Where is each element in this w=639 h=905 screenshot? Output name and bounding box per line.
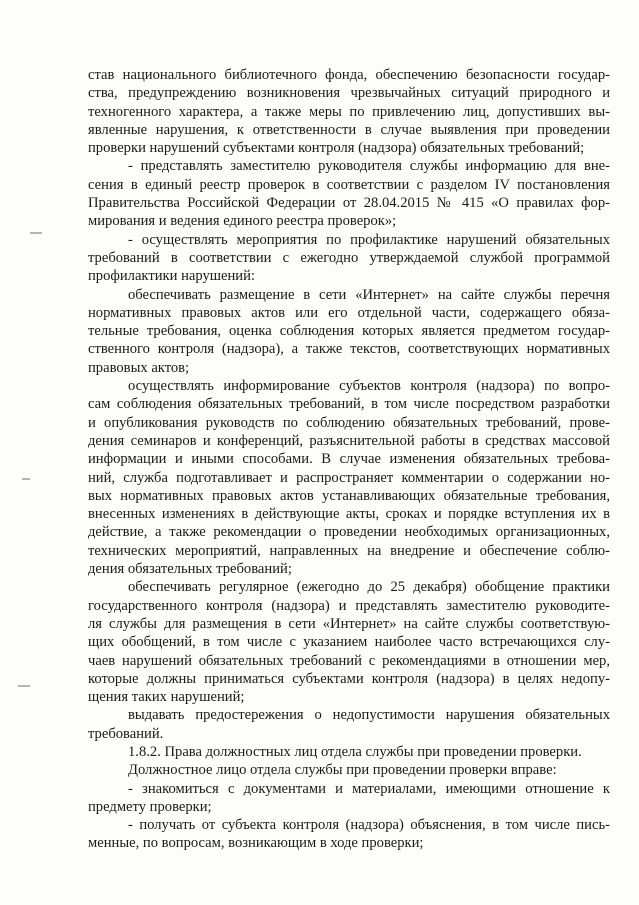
text-line: вых нормативных правовых актов устанавливающих обязательные требования, <box>88 487 610 504</box>
paragraph <box>88 66 610 157</box>
paragraph <box>88 780 610 817</box>
text-line: явленные нарушения, к ответственности в случае выявления при проведении <box>88 121 610 138</box>
text-line: - знакомиться с документами и материалами, имеющими отношение к <box>128 780 610 797</box>
text-line: ственного контроля (надзора), а также текстов, соответствующих нормативных <box>88 341 610 358</box>
text-line: Должностное лицо отдела службы при проведении проверки вправе: <box>128 762 557 779</box>
text-line: действие, а также рекомендации о проведении необходимых организационных, <box>88 524 610 541</box>
text-line: ний, служба подготавливает и распространяет комментарии о содержании но- <box>88 469 610 486</box>
paragraph <box>88 286 610 377</box>
text-line: 1.8.2. Права должностных лиц отдела службы при проведении проверки. <box>128 743 582 760</box>
text-line: сения в единый реестр проверок в соответствии с разделом IV постановления <box>88 176 610 193</box>
text-line: выдавать предостережения о недопустимости нарушения обязательных <box>128 707 610 724</box>
text-line: правовых актов; <box>88 359 190 376</box>
text-line: - представлять заместителю руководителя службы информацию для вне- <box>128 158 610 175</box>
text-line: внесенных изменениях в действующие акты, сроках и порядке вступления их в <box>88 506 610 523</box>
scan-mark <box>22 478 30 480</box>
paragraph <box>88 761 610 779</box>
text-line: менные, по вопросам, возникающим в ходе проверки; <box>88 835 424 852</box>
text-line: - получать от субъекта контроля (надзора) объяснения, в том числе пись- <box>128 817 610 834</box>
paragraph <box>88 816 610 853</box>
text-line: ля службы для размещения в сети «Интернет» на сайте службы соответствую- <box>88 615 610 632</box>
text-line: став национального библиотечного фонда, обеспечению безопасности государ- <box>88 67 610 83</box>
text-line: государственного контроля (надзора) и представлять заместителю руководите- <box>88 597 610 614</box>
text-line: проверки нарушений субъектами контроля (надзора) обязательных требований; <box>88 140 585 157</box>
paragraph <box>88 743 610 761</box>
text-line: которые должны приниматься субъектами контроля (надзора) в целях недопу- <box>88 670 610 687</box>
text-line: дения обязательных требований; <box>88 561 292 578</box>
paragraph <box>88 706 610 743</box>
text-line: дения семинаров и конференций, разъяснительной работы в средствах массовой <box>88 432 610 449</box>
text-line: осуществлять информирование субъектов контроля (надзора) по вопро- <box>128 378 610 395</box>
text-line: ства, предупреждению возникновения чрезвычайных ситуаций природного и <box>88 85 610 102</box>
text-line: требований в соответствии с ежегодно утверждаемой службой программой <box>88 249 610 266</box>
text-line: технических мероприятий, направленных на внедрение и обеспечение соблю- <box>88 542 610 559</box>
paragraph <box>88 231 610 286</box>
text-line: техногенного характера, а также меры по привлечению лиц, допустивших вы- <box>88 103 610 120</box>
text-line: профилактики нарушений: <box>88 268 255 285</box>
paragraph <box>88 578 610 706</box>
text-line: обеспечивать регулярное (ежегодно до 25 декабря) обобщение практики <box>128 579 610 596</box>
paragraph <box>88 377 610 578</box>
text-line: тельные требования, оценка соблюдения которых является предметом государ- <box>88 323 610 340</box>
text-line: Правительства Российской Федерации от 28.04.2015 № 415 «О правилах фор- <box>88 195 610 212</box>
text-line: щения таких нарушений; <box>88 689 245 706</box>
text-line: чаев нарушений обязательных требований с рекомендациями в отношении мер, <box>88 652 610 669</box>
text-line: информации и иными способами. В случае изменения обязательных требова- <box>88 451 610 468</box>
text-line: требований. <box>88 725 164 742</box>
text-line: - осуществлять мероприятия по профилактике нарушений обязательных <box>128 231 610 248</box>
scan-mark <box>18 685 30 687</box>
paragraph <box>88 157 610 230</box>
text-line: и опубликования руководств по соблюдению обязательных требований, прове- <box>88 414 610 431</box>
text-line: мирования и ведения единого реестра проверок»; <box>88 213 397 230</box>
document-body <box>88 66 610 853</box>
text-line: нормативных правовых актов или его отдельной части, содержащего обяза- <box>88 304 610 321</box>
text-line: щих обобщений, в том числе с указанием наиболее часто встречающихся слу- <box>88 634 610 651</box>
text-line: обеспечивать размещение в сети «Интернет» на сайте службы перечня <box>128 286 610 303</box>
text-line: предмету проверки; <box>88 798 212 815</box>
scan-mark <box>30 232 42 234</box>
text-line: сам соблюдения обязательных требований, в том числе посредством разработки <box>88 396 610 413</box>
